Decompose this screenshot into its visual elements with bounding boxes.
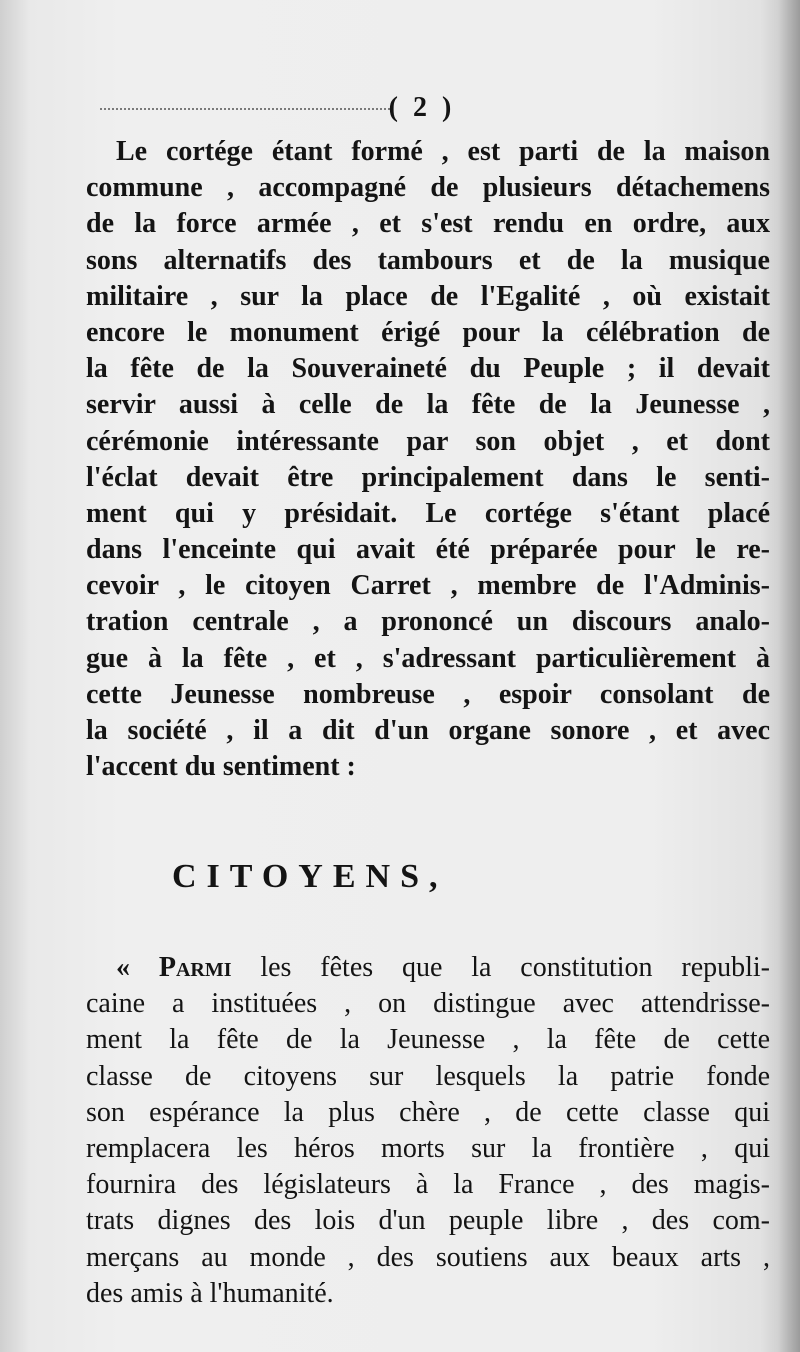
paragraph-1 — [86, 134, 770, 785]
page-number: ( 2 ) — [388, 92, 456, 123]
text-line: encore le monument érigé pour la célébration de — [86, 316, 770, 348]
text-line: trats dignes des lois d'un peuple libre , des com- — [86, 1205, 770, 1237]
text-line: militaire , sur la place de l'Egalité , où existait — [86, 280, 770, 312]
text-line: dans l'enceinte qui avait été préparée pour le re- — [86, 534, 770, 566]
paragraph-2 — [86, 950, 770, 1312]
text-line: de la force armée , et s'est rendu en ordre, aux — [86, 208, 770, 240]
text-line — [86, 950, 770, 986]
text-line: la fête de la Souveraineté du Peuple ; il devait — [86, 353, 770, 385]
text-line: l'accent du sentiment : — [86, 751, 356, 783]
section-heading: CITOYENS, — [172, 858, 448, 895]
text-line: merçans au monde , des soutiens aux beaux arts , — [86, 1241, 770, 1273]
lead-word: « Parmi — [116, 952, 232, 983]
text-line: la société , il a dit d'un organe sonore , et avec — [86, 715, 770, 746]
text-line: commune , accompagné de plusieurs détachemens — [86, 172, 770, 204]
first-line-rest: les fêtes que la constitution republi- — [231, 952, 770, 983]
text-line: ment la fête de la Jeunesse , la fête de cette — [86, 1024, 770, 1056]
text-line: remplacera les héros morts sur la frontière , qui — [86, 1132, 770, 1164]
text-line: ment qui y présidait. Le cortége s'étant placé — [86, 497, 770, 529]
header-rule — [100, 108, 390, 110]
text-line: caine a instituées , on distingue avec attendrisse- — [86, 988, 770, 1020]
page-edge-shadow — [778, 0, 800, 1352]
text-line: fournira des législateurs à la France , des magis- — [86, 1169, 770, 1201]
page-header — [100, 92, 760, 122]
text-line: sons alternatifs des tambours et de la musique — [86, 244, 770, 276]
text-line: servir aussi à celle de la fête de la Jeunesse , — [86, 389, 770, 421]
text-line: tration centrale , a prononcé un discours analo- — [86, 606, 770, 638]
text-line: Le cortége étant formé , est parti de la maison — [116, 136, 770, 167]
text-line: l'éclat devait être principalement dans le senti- — [86, 461, 770, 493]
text-line: gue à la fête , et , s'adressant particulièrement à — [86, 642, 770, 674]
text-line: son espérance la plus chère , de cette classe qui — [86, 1096, 770, 1128]
text-line: cevoir , le citoyen Carret , membre de l'Adminis- — [86, 570, 770, 602]
text-line: des amis à l'humanité. — [86, 1277, 334, 1309]
text-line: cette Jeunesse nombreuse , espoir consolant de — [86, 678, 770, 710]
text-line: classe de citoyens sur lesquels la patrie fonde — [86, 1060, 770, 1092]
text-line: cérémonie intéressante par son objet , et dont — [86, 425, 770, 457]
